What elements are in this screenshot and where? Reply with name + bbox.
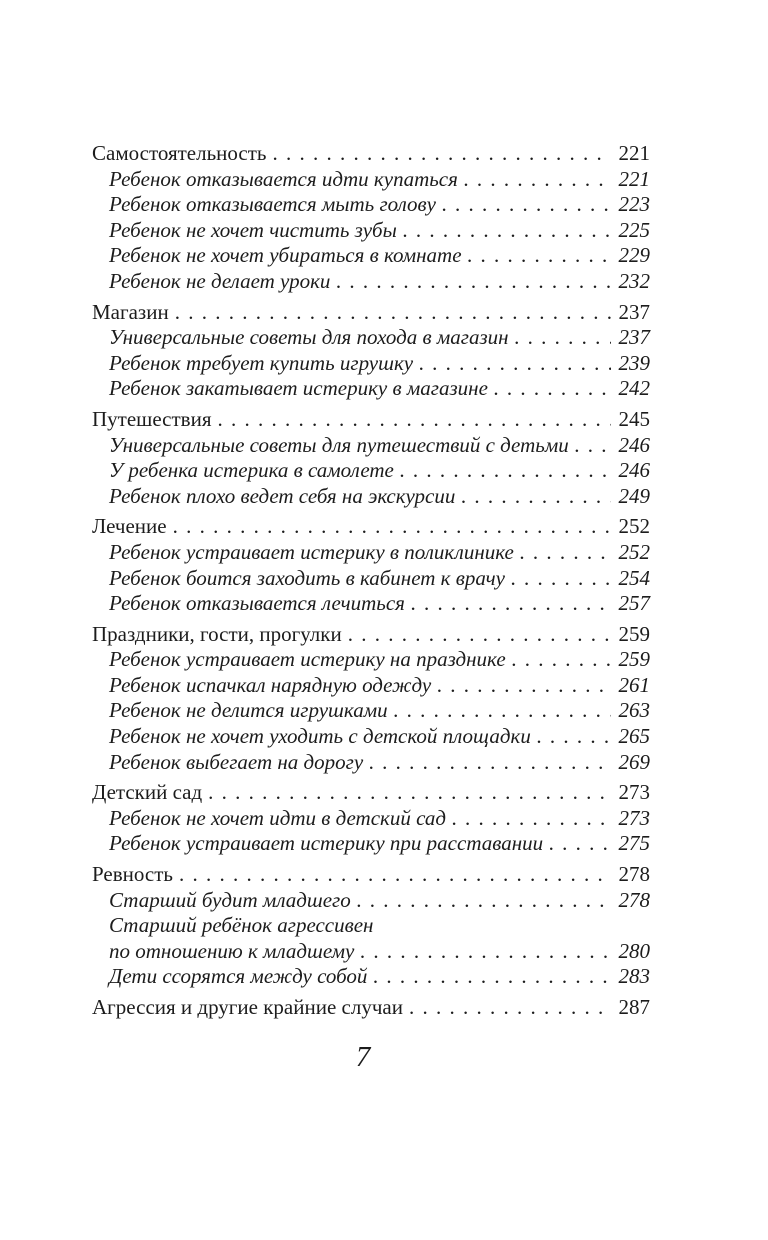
dot-leader: [273, 141, 611, 167]
toc-entry-title: Лечение: [92, 514, 167, 539]
dot-leader: [452, 806, 611, 832]
toc-entry-title: Ребенок закатывает истерику в магазине: [109, 376, 488, 401]
toc-item-row: [92, 673, 650, 699]
toc-item-row: [92, 566, 650, 592]
toc-item-row: [92, 913, 650, 939]
dot-leader: [357, 888, 611, 914]
toc-entry-page: 237: [618, 299, 650, 324]
toc-entry-title: Ребенок не хочет чистить зубы: [109, 217, 397, 242]
dot-leader: [360, 939, 611, 965]
toc-section: [92, 514, 650, 616]
dot-leader: [468, 243, 611, 269]
toc-item-row: [92, 831, 650, 857]
dot-leader: [512, 647, 611, 673]
toc-entry-page: 229: [618, 243, 650, 268]
toc-item-row: [92, 269, 650, 295]
toc-entry-page: 259: [618, 647, 650, 672]
page-number: 7: [355, 1041, 371, 1073]
toc-entry-title: Самостоятельность: [92, 141, 267, 165]
toc-entry-title: Детский сад: [92, 780, 203, 805]
dot-leader: [575, 433, 611, 459]
toc-item-row: [92, 888, 650, 914]
toc-entry-title: Ребенок не делится игрушками: [109, 698, 388, 723]
dot-leader: [348, 622, 611, 648]
toc-entry-title: по отношению к младшему: [109, 938, 355, 963]
dot-leader: [179, 862, 611, 888]
toc-item-row: [92, 351, 650, 377]
toc-entry-title: Старший ребёнок агрессивен: [109, 913, 374, 938]
toc-entry-title: Ребенок выбегает на дорогу: [109, 749, 364, 774]
toc-entry-title: Ребенок отказывается идти купаться: [109, 166, 458, 191]
toc-entry-page: 283: [618, 964, 650, 989]
dot-leader: [175, 300, 611, 326]
toc-item-row: [92, 325, 650, 351]
toc-entry-page: 246: [618, 432, 650, 457]
toc-entry-title: Ребенок не хочет идти в детский сад: [109, 805, 446, 830]
toc-entry-title: Ребенок устраивает истерику при расставании: [109, 831, 544, 856]
toc-entry-title: Ребенок устраивает истерику на празднике: [109, 647, 506, 672]
toc-item-row: [92, 647, 650, 673]
dot-leader: [369, 750, 611, 776]
toc-entry-page: 249: [618, 483, 650, 508]
toc-item-row: [92, 243, 650, 269]
toc-entry-title: Ревность: [92, 862, 173, 887]
toc-entry-title: Универсальные советы для путешествий с детьми: [109, 432, 569, 457]
dot-leader: [336, 269, 611, 295]
toc-item-row: [92, 484, 650, 510]
toc-entry-page: 252: [618, 539, 650, 564]
toc-item-row: [92, 964, 650, 990]
dot-leader: [515, 325, 611, 351]
toc-entry-title: Ребенок не хочет уходить с детской площадки: [109, 724, 531, 749]
dot-leader: [173, 514, 611, 540]
toc-entry-page: 245: [618, 406, 650, 431]
toc-item-row: [92, 192, 650, 218]
toc-section-row: [92, 622, 650, 648]
toc-entry-page: 273: [618, 805, 650, 830]
dot-leader: [403, 218, 611, 244]
toc-section-row: [92, 300, 650, 326]
toc-section: [92, 622, 650, 776]
toc-entry-page: 278: [618, 862, 650, 887]
toc-entry-page: 278: [618, 887, 650, 912]
toc-section-row: [92, 407, 650, 433]
toc-entry-page: 273: [618, 780, 650, 805]
toc-section: [92, 407, 650, 509]
toc-section-row: [92, 780, 650, 806]
toc-entry-page: 239: [618, 350, 650, 375]
dot-leader: [549, 831, 611, 857]
toc-entry-title: Ребенок отказывается мыть голову: [109, 192, 436, 217]
toc-item-row: [92, 376, 650, 402]
dot-leader: [394, 698, 611, 724]
toc-entry-title: Ребенок плохо ведет себя на экскурсии: [109, 483, 456, 508]
toc-entry-title: Ребенок устраивает истерику в поликлинике: [109, 539, 514, 564]
toc-item-row: [92, 806, 650, 832]
toc-entry-page: 280: [618, 938, 650, 963]
dot-leader: [511, 566, 611, 592]
toc-item-row: [92, 167, 650, 193]
table-of-contents: [92, 141, 650, 1021]
toc-entry-title: Ребенок требует купить игрушку: [109, 350, 414, 375]
toc-entry-title: Старший будит младшего: [109, 887, 351, 912]
toc-item-row: [92, 750, 650, 776]
dot-leader: [461, 484, 611, 510]
dot-leader: [409, 995, 611, 1021]
toc-entry-title: Путешествия: [92, 406, 212, 431]
toc-section-row: [92, 141, 650, 167]
toc-section: [92, 995, 650, 1021]
toc-item-row: [92, 724, 650, 750]
toc-item-row: [92, 698, 650, 724]
toc-entry-title: Универсальные советы для похода в магазин: [109, 325, 509, 350]
dot-leader: [419, 351, 611, 377]
toc-section-row: [92, 995, 650, 1021]
dot-leader: [442, 192, 611, 218]
toc-entry-title: У ребенка истерика в самолете: [109, 458, 394, 483]
toc-item-row: [92, 540, 650, 566]
dot-leader: [437, 673, 611, 699]
dot-leader: [218, 407, 612, 433]
toc-entry-page: 257: [618, 591, 650, 616]
toc-entry-title: Агрессия и другие крайние случаи: [92, 995, 403, 1019]
toc-entry-page: 254: [618, 565, 650, 590]
toc-section: [92, 780, 650, 857]
toc-item-row: [92, 939, 650, 965]
dot-leader: [400, 458, 611, 484]
toc-entry-title: Ребенок не хочет убираться в комнате: [109, 243, 462, 268]
dot-leader: [537, 724, 611, 750]
toc-entry-page: 265: [618, 724, 650, 749]
dot-leader: [373, 964, 611, 990]
toc-section: [92, 862, 650, 990]
toc-entry-page: 269: [618, 749, 650, 774]
toc-entry-page: 252: [618, 514, 650, 539]
toc-entry-page: 287: [618, 995, 650, 1019]
toc-entry-page: 246: [618, 458, 650, 483]
toc-entry-title: Ребенок испачкал нарядную одежду: [109, 672, 432, 697]
toc-entry-title: Ребенок отказывается лечиться: [109, 591, 405, 616]
toc-entry-page: 232: [618, 268, 650, 293]
toc-entry-page: 275: [618, 831, 650, 856]
toc-entry-title: Дети ссорятся между собой: [109, 964, 368, 989]
toc-entry-title: Праздники, гости, прогулки: [92, 621, 342, 646]
toc-item-row: [92, 458, 650, 484]
dot-leader: [411, 591, 611, 617]
toc-entry-page: 259: [618, 621, 650, 646]
toc-item-row: [92, 433, 650, 459]
dot-leader: [464, 167, 611, 193]
toc-entry-title: Ребенок боится заходить в кабинет к врачу: [109, 565, 505, 590]
dot-leader: [494, 376, 611, 402]
toc-entry-page: 221: [618, 166, 650, 191]
toc-entry-page: 221: [618, 141, 650, 165]
toc-entry-page: 225: [618, 217, 650, 242]
toc-entry-page: 223: [618, 192, 650, 217]
toc-entry-page: 237: [618, 325, 650, 350]
toc-entry-title: Магазин: [92, 299, 169, 324]
toc-section: [92, 141, 650, 295]
toc-entry-title: Ребенок не делает уроки: [109, 268, 331, 293]
toc-entry-page: 261: [618, 672, 650, 697]
dot-leader: [208, 780, 611, 806]
toc-section: [92, 300, 650, 402]
toc-entry-page: 242: [618, 376, 650, 401]
toc-section-row: [92, 862, 650, 888]
dot-leader: [520, 540, 611, 566]
toc-entry-page: 263: [618, 698, 650, 723]
toc-item-row: [92, 591, 650, 617]
toc-item-row: [92, 218, 650, 244]
toc-section-row: [92, 514, 650, 540]
